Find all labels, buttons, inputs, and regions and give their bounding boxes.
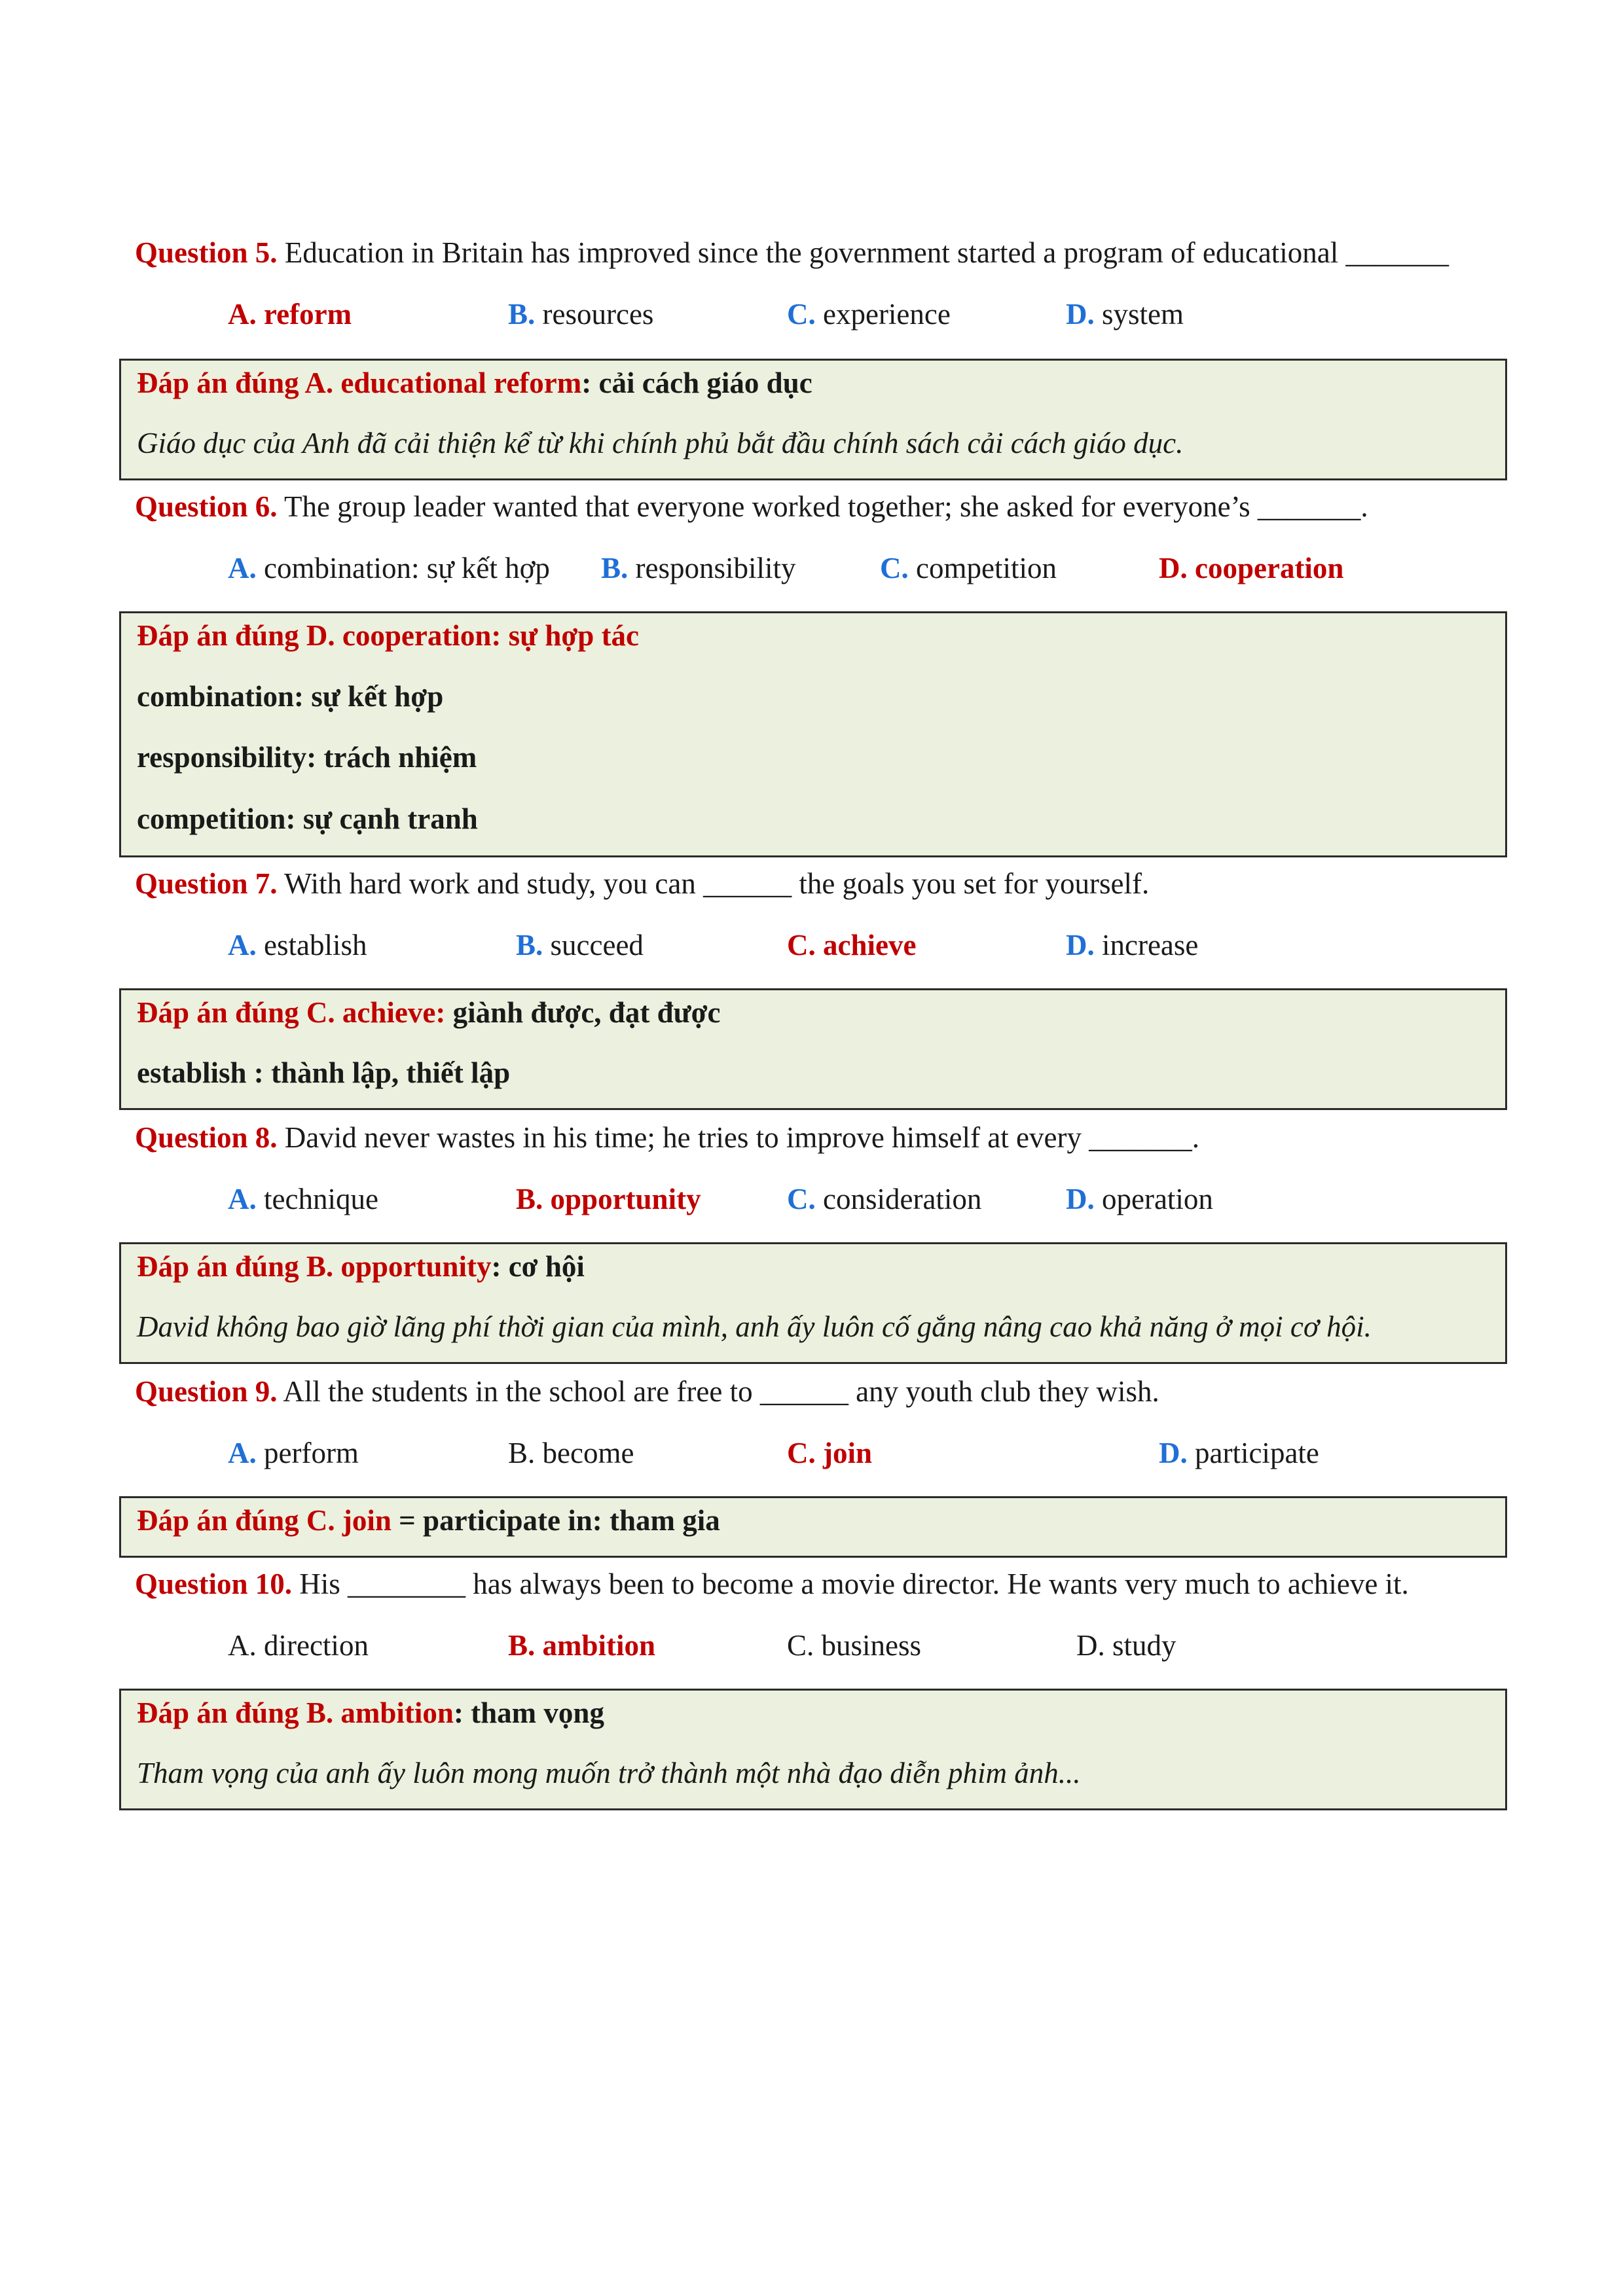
q8-answer-box: Đáp án đúng B. opportunity: cơ hội David không bao giờ lãng phí thời gian của mình, anh ấy luôn cố gắng nâng cao khả năng ở mọi cơ hội. [119, 1242, 1507, 1364]
q9-option-b: B. become [508, 1437, 634, 1469]
answer-label: Đáp án đúng D. cooperation: sự hợp tác [137, 619, 640, 652]
q6-option-b: B. responsibility [601, 552, 796, 584]
q10-answer-box: Đáp án đúng B. ambition: tham vọng Tham vọng của anh ấy luôn mong muốn trở thành một nhà đạo diễn phim ảnh... [119, 1689, 1507, 1810]
answer-note: combination: sự kết hợp [137, 680, 444, 713]
q7-option-d: D. increase [1066, 929, 1199, 961]
q8-option-a: A. technique [228, 1183, 378, 1215]
q8-option-b: B. opportunity [516, 1183, 701, 1215]
q9-answer-box: Đáp án đúng C. join = participate in: tham gia [119, 1496, 1507, 1558]
answer-note: responsibility: trách nhiệm [137, 741, 477, 774]
question-6 [135, 488, 1510, 525]
q6-option-a: A. combination: sự kết hợp [228, 552, 550, 584]
question-text: All the students in the school are free to ______ any youth club they wish. [277, 1375, 1159, 1408]
q8-option-d: D. operation [1066, 1183, 1213, 1215]
answer-explanation: Tham vọng của anh ấy luôn mong muốn trở thành một nhà đạo diễn phim ảnh... [137, 1757, 1081, 1789]
question-10 [135, 1566, 1510, 1602]
answer-explanation: David không bao giờ lãng phí thời gian của mình, anh ấy luôn cố gắng nâng cao khả năng ở mọi cơ hội. [137, 1310, 1372, 1343]
q6-option-d: D. cooperation [1159, 552, 1344, 584]
question-label: Question 8. [135, 1121, 278, 1154]
q6-option-c: C. competition [880, 552, 1057, 584]
question-text: With hard work and study, you can ______ the goals you set for yourself. [277, 867, 1150, 900]
q10-option-d: D. study [1076, 1629, 1176, 1662]
q5-option-b: B. resources [508, 298, 654, 331]
q7-option-b: B. succeed [516, 929, 644, 961]
question-text: Education in Britain has improved since the government started a program of educational _______ [277, 236, 1450, 269]
answer-label: Đáp án đúng C. join [137, 1504, 392, 1537]
answer-explanation: Giáo dục của Anh đã cải thiện kể từ khi chính phủ bắt đầu chính sách cải cách giáo dục. [137, 427, 1184, 459]
q5-answer-box: Đáp án đúng A. educational reform: cải cách giáo dục Giáo dục của Anh đã cải thiện kể từ khi chính phủ bắt đầu chính sách cải cách giáo dục. [119, 359, 1507, 480]
q10-option-b: B. ambition [508, 1629, 656, 1662]
question-5 [135, 234, 1510, 271]
question-9 [135, 1373, 1510, 1410]
question-label: Question 7. [135, 867, 278, 900]
q6-answer-box [119, 611, 1507, 857]
answer-label: Đáp án đúng B. ambition [137, 1696, 454, 1729]
q7-option-a: A. establish [228, 929, 367, 961]
answer-label: Đáp án đúng B. opportunity [137, 1250, 492, 1283]
question-text: David never wastes in his time; he tries to improve himself at every _______. [277, 1121, 1199, 1154]
q8-option-c: C. consideration [787, 1183, 982, 1215]
question-label: Question 6. [135, 490, 278, 523]
q9-option-d: D. participate [1159, 1437, 1319, 1469]
answer-note: competition: sự cạnh tranh [137, 802, 478, 835]
question-text: His ________ has always been to become a movie director. He wants very much to achieve it. [292, 1568, 1409, 1600]
q10-option-a: A. direction [228, 1629, 369, 1662]
q7-option-c: C. achieve [787, 929, 917, 961]
q7-answer-box: Đáp án đúng C. achieve: giành được, đạt được establish : thành lập, thiết lập [119, 988, 1507, 1110]
question-8 [135, 1119, 1510, 1156]
question-label: Question 9. [135, 1375, 278, 1408]
q9-option-c: C. join [787, 1437, 873, 1469]
answer-label: Đáp án đúng A. educational reform [137, 367, 582, 399]
question-7 [135, 865, 1510, 902]
question-text: The group leader wanted that everyone worked together; she asked for everyone’s _______. [277, 490, 1368, 523]
q5-option-a: A. reform [228, 298, 352, 331]
answer-note: establish : thành lập, thiết lập [137, 1056, 511, 1089]
q10-option-c: C. business [787, 1629, 922, 1662]
question-label: Question 10. [135, 1568, 293, 1600]
q5-option-c: C. experience [787, 298, 951, 331]
q5-option-d: D. system [1066, 298, 1184, 331]
question-label: Question 5. [135, 236, 278, 269]
answer-label: Đáp án đúng C. achieve: [137, 996, 446, 1029]
q9-option-a: A. perform [228, 1437, 359, 1469]
